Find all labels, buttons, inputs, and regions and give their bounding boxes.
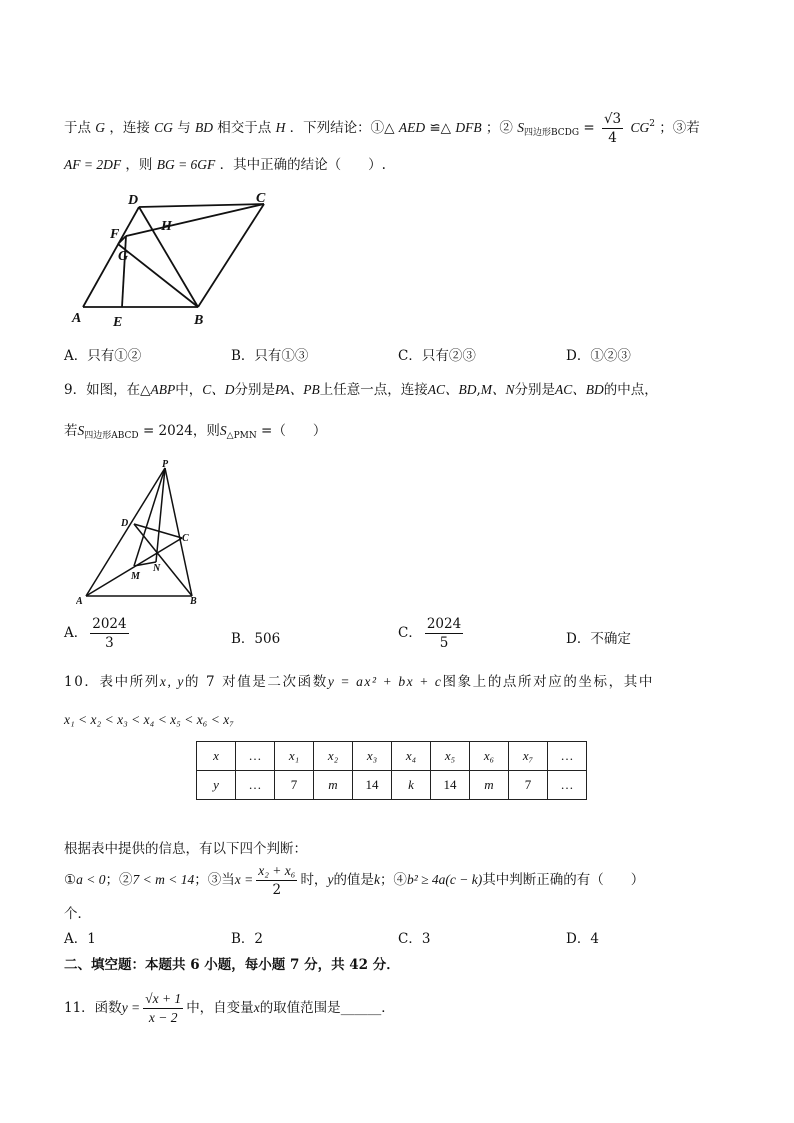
text: 分别是 (514, 382, 556, 398)
table-cell: k (392, 771, 431, 800)
q9-option-d[interactable]: D．不确定 (566, 631, 631, 647)
q10-ge: 个． (64, 906, 91, 922)
text: 若 (64, 423, 78, 439)
text: 的值是 (333, 872, 374, 888)
math-var: PA、PB (275, 382, 320, 397)
subscript: 四边形BCDG (523, 128, 580, 138)
q10-judgements (64, 862, 644, 899)
table-cell: x₁ (275, 742, 314, 771)
table-cell: … (236, 742, 275, 771)
text: 10．表中所列 (64, 674, 160, 690)
q9-line2 (64, 419, 326, 441)
values-table (196, 741, 587, 800)
text: 中， (175, 382, 203, 398)
q10-info: 根据表中提供的信息，有以下四个判断： (64, 841, 307, 857)
math-expr: 7 < m < 14 (132, 872, 195, 887)
text: ；③若 (659, 120, 700, 136)
table-cell: x₅ (431, 742, 470, 771)
table-cell: x₂ (314, 742, 353, 771)
frac-den: 4 (608, 130, 617, 146)
table-cell: 7 (509, 771, 548, 800)
text: 时， (300, 872, 328, 888)
math-var: M、N (480, 382, 515, 397)
text: ，连接 (109, 120, 150, 136)
math-var: S (77, 423, 85, 438)
text: =（ ） (261, 423, 327, 439)
text: 9．如图，在△ (64, 382, 151, 398)
table-cell: x (197, 742, 236, 771)
table-cell: m (314, 771, 353, 800)
label-N: N (153, 563, 161, 574)
option-letter: C． (398, 625, 422, 641)
math-var: x, y (159, 674, 186, 689)
q8-line2 (64, 153, 386, 173)
math-var: AC、BD (555, 382, 604, 397)
math-var: DFB (455, 120, 482, 135)
label-E: E (113, 315, 123, 330)
q10-option-d[interactable]: D．4 (566, 931, 599, 947)
math-var: y (327, 872, 334, 887)
q11-line (64, 990, 395, 1027)
q8-option-a[interactable]: A．只有①② (64, 348, 142, 364)
math-var: BD (195, 120, 213, 135)
math-var: C、D (202, 382, 235, 397)
math-expr: y = ax² + bx + c (327, 674, 443, 689)
label-F: F (110, 227, 120, 242)
frac-den: 5 (439, 635, 449, 651)
math-var: AC、BD (427, 382, 477, 397)
q9-option-b[interactable]: B．506 (231, 631, 281, 647)
text: 上任意一点，连接 (319, 382, 428, 398)
text: ；② (105, 872, 133, 888)
fraction (425, 615, 463, 652)
text: 分别是 (234, 382, 275, 398)
table-cell: x₇ (509, 742, 548, 771)
q9-figure (76, 458, 206, 606)
text: ，则 (125, 157, 153, 173)
text: ；② (485, 120, 513, 136)
math-var: CG (630, 120, 650, 135)
q9-option-a[interactable] (64, 615, 132, 652)
table-cell: 14 (353, 771, 392, 800)
math-var: H (275, 120, 286, 135)
math-var: CG (154, 120, 173, 135)
math-var: S (517, 120, 524, 135)
frac-den: x − 2 (148, 1010, 178, 1025)
math-var: AED (398, 120, 426, 135)
math-var: ABP (150, 382, 176, 397)
text: 11．函数 (64, 1000, 122, 1016)
frac-num: √3 (603, 111, 622, 127)
table-cell: 7 (275, 771, 314, 800)
text: 的取值范围是 (259, 1000, 341, 1016)
label-B: B (190, 596, 197, 606)
table-cell: x₆ (470, 742, 509, 771)
text: ．其中正确的结论（ ）. (219, 157, 386, 173)
frac-den: 2 (272, 882, 282, 898)
q10-line1 (64, 670, 654, 690)
text: ≌△ (429, 120, 452, 136)
section-heading: 二、填空题：本题共 6 小题，每小题 7 分，共 42 分． (64, 957, 400, 973)
label-C: C (182, 533, 189, 544)
q10-line2: x₁ < x₂ < x₃ < x₄ < x₅ < x₆ < x₇ (64, 712, 234, 727)
label-H: H (161, 219, 172, 234)
text: 的 7 对值是二次函数 (185, 674, 328, 690)
math-expr: AF = 2DF (64, 157, 122, 172)
q10-option-c[interactable]: C．3 (398, 931, 431, 947)
q8-line1 (64, 110, 700, 147)
text: = (583, 120, 595, 136)
text: ；④ (379, 872, 407, 888)
text: 的中点， (603, 382, 658, 398)
text: , (476, 382, 481, 398)
table-row (197, 771, 587, 800)
text: ．下列结论：①△ (289, 120, 395, 136)
text: 与 (177, 120, 191, 136)
frac-num: 2024 (92, 616, 127, 632)
q8-figure (66, 186, 286, 332)
table-cell: … (548, 742, 587, 771)
q9-option-c[interactable] (398, 615, 466, 652)
text: ，则 (192, 423, 220, 439)
text: ；③当 (194, 872, 235, 888)
table-cell: … (236, 771, 275, 800)
answer-blank[interactable]: ______ (340, 1000, 382, 1016)
q9-line1 (64, 378, 658, 398)
math-expr: a < 0 (76, 872, 106, 887)
text: = 2024 (142, 423, 193, 439)
table-cell: … (548, 771, 587, 800)
table-row (197, 742, 587, 771)
fraction (90, 615, 128, 652)
label-M: M (131, 571, 140, 582)
text: 中，自变量 (186, 1000, 254, 1016)
option-letter: A． (64, 625, 88, 641)
frac-num: 2024 (426, 616, 462, 632)
text: 图象上的点所对应的坐标，其中 (442, 674, 654, 690)
superscript: 2 (649, 119, 655, 129)
label-C: C (256, 191, 266, 206)
label-D: D (121, 518, 129, 529)
q10-option-b[interactable]: B．2 (231, 931, 264, 947)
label-G: G (118, 249, 129, 264)
math-var: x (253, 1000, 260, 1015)
text: ① (64, 872, 77, 888)
subscript: △PMN (226, 431, 257, 441)
text: ． (381, 1000, 395, 1016)
fraction (256, 862, 297, 899)
text: 于点 (64, 120, 91, 136)
table-cell: y (197, 771, 236, 800)
subscript: 四边形ABCD (84, 431, 139, 441)
table-cell: 14 (431, 771, 470, 800)
text: 相交于点 (217, 120, 272, 136)
math-var: k (373, 872, 380, 887)
table-cell: x₃ (353, 742, 392, 771)
math-expr: b² ≥ 4a(c − k) (406, 872, 483, 887)
fraction (143, 990, 183, 1027)
q8-option-c[interactable]: C．只有②③ (398, 348, 476, 364)
math-expr: BG = 6GF (156, 157, 216, 172)
q8-option-d[interactable]: D．①②③ (566, 348, 631, 364)
q8-option-b[interactable]: B．只有①③ (231, 348, 309, 364)
text: 其中判断正确的有（ ） (482, 872, 645, 888)
math-var: G (95, 120, 106, 135)
label-B: B (194, 313, 204, 328)
math-expr: x = (234, 872, 254, 887)
fraction (602, 110, 623, 147)
math-var: S (219, 423, 227, 438)
frac-num: √x + 1 (143, 990, 183, 1009)
label-D: D (128, 193, 139, 208)
math-expr: y = (121, 1000, 141, 1015)
label-P: P (162, 459, 169, 470)
q10-option-a[interactable]: A．1 (64, 931, 96, 947)
frac-den: 3 (105, 635, 114, 651)
label-A: A (72, 311, 82, 326)
frac-num: x₂ + x₆ (256, 862, 297, 881)
table-cell: m (470, 771, 509, 800)
table-cell: x₄ (392, 742, 431, 771)
label-A: A (76, 596, 83, 606)
